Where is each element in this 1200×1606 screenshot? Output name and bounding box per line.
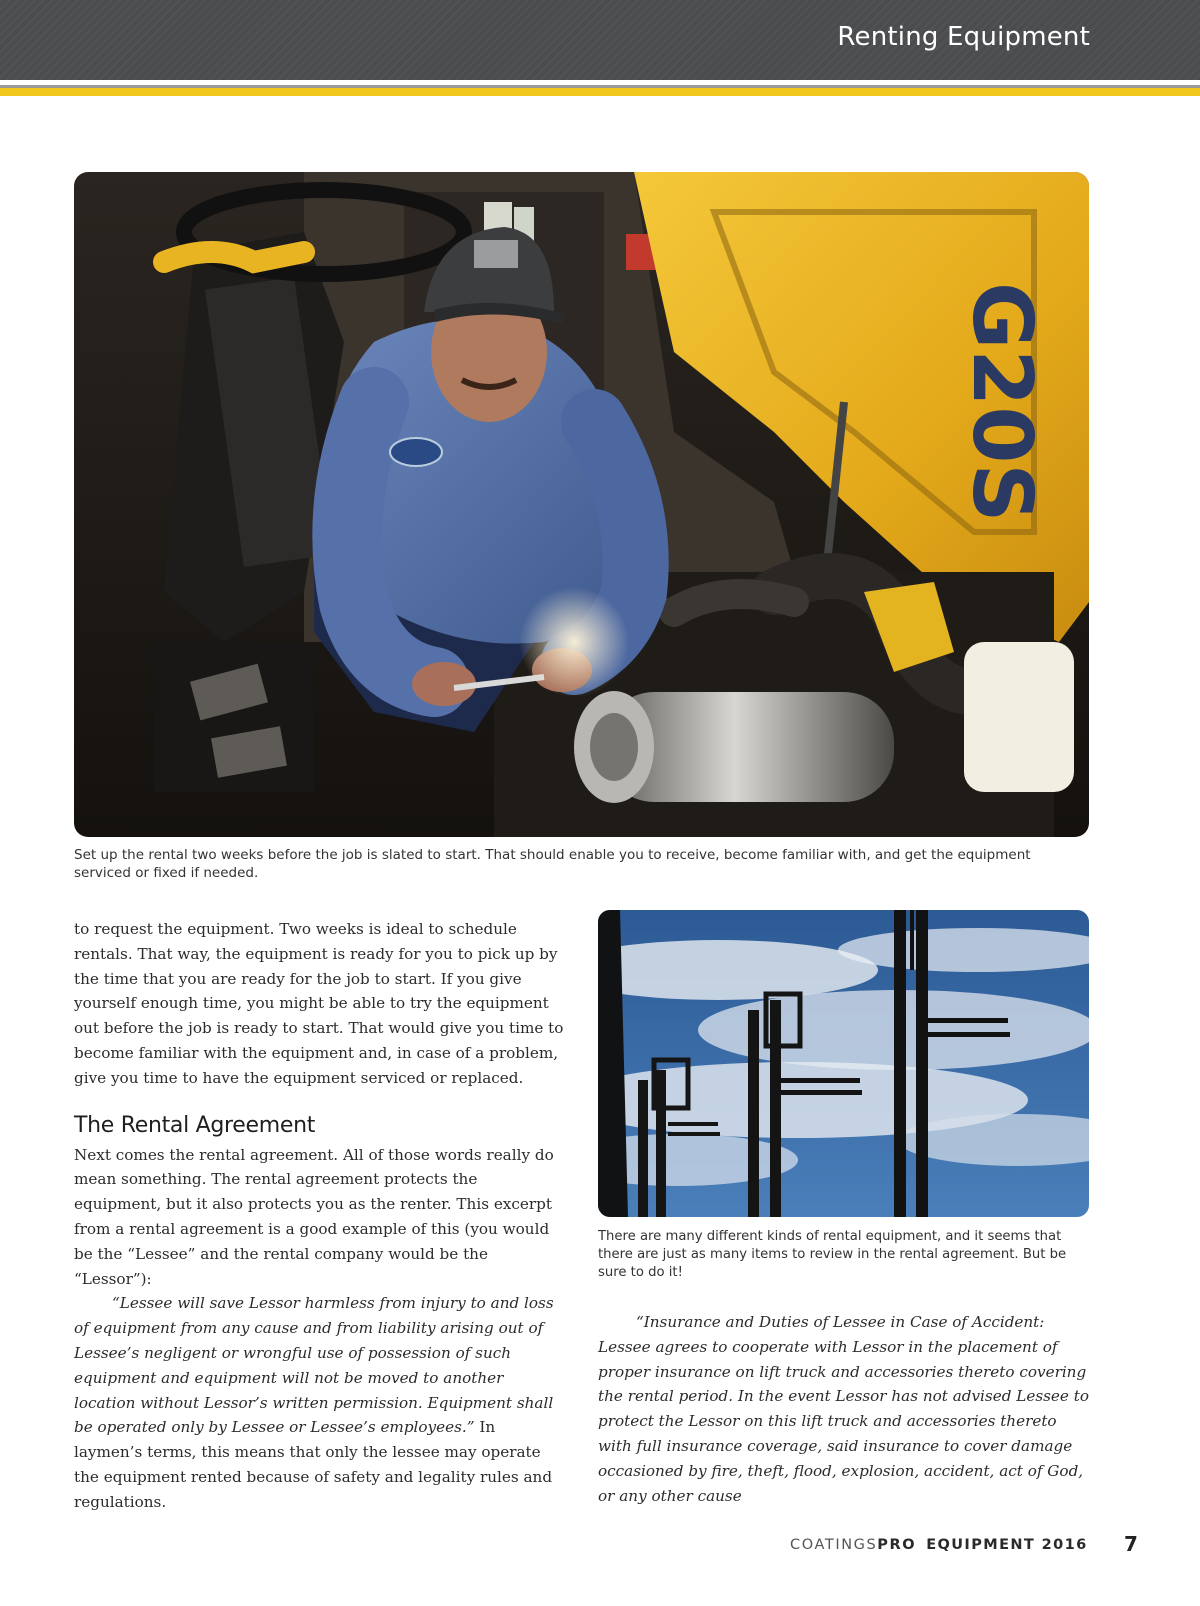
side-photo-caption: There are many different kinds of rental equipment, and it seems that there are just as many items to review in the rental agreement. But be sure to do it! [598, 1229, 1067, 1280]
section-title: Renting Equipment [837, 22, 1090, 52]
laymens-terms-explanation: In laymen’s terms, this means that only the lessee may operate the equipment rented because of safety and legality rules and regulations. [74, 1418, 553, 1511]
main-photo-caption: Set up the rental two weeks before the job is slated to start. That should enable you to receive, become familiar with, and get the equipment serviced or fixed if needed. [74, 847, 1031, 881]
insurance-duties-quote: “Insurance and Duties of Lessee in Case of Accident: Lessee agrees to cooperate with Lessor in the placement of proper insurance on lift truck and accessories thereto covering the rental period. In the event Lessor has not advised Lessee to protect the Lessor on this lift truck and accessories thereto with full insurance coverage, said insurance to cover damage occasioned by fire, theft, flood, explosion, accident, act of God, or any other cause [598, 1313, 1089, 1505]
section-heading-rental-agreement: The Rental Agreement [74, 1112, 316, 1138]
main-photo-illustration [74, 172, 1089, 837]
brand-coatings: COATINGS [790, 1537, 878, 1553]
main-photo-mechanic-forklift [74, 172, 1089, 837]
page-number: 7 [1124, 1532, 1138, 1556]
forklift-model-label: G20S [954, 282, 1049, 523]
header-divider-yellow [0, 88, 1200, 96]
side-photo-forklift-masts [598, 910, 1089, 1217]
issue-label: EQUIPMENT 2016 [926, 1537, 1088, 1553]
article-right-column [598, 1310, 1093, 1508]
article-left-column [74, 917, 566, 1515]
intro-paragraph: to request the equipment. Two weeks is ideal to schedule rentals. That way, the equipment is ready for you to pick up by the time that you are ready for the job to start. If you give yourself enough time, you might be able to try the equipment out before the job is ready to start. That would give you time to become familiar with the equipment and, in case of a problem, give you time to have the equipment serviced or replaced. [74, 920, 564, 1087]
header-band [0, 0, 1200, 80]
brand-pro: PRO [877, 1537, 917, 1553]
footer-magazine-brand [790, 1537, 1088, 1553]
side-photo-illustration [598, 910, 1089, 1217]
agreement-paragraph: Next comes the rental agreement. All of those words really do mean something. The rental agreement protects the equipment, but it also protects you as the renter. This excerpt from a rental agreement is a good example of this (you would be the “Lessee” and the rental company would be the “Lessor”): [74, 1145, 554, 1288]
lessee-quote-paragraph [74, 1291, 566, 1514]
lessee-liability-quote: “Lessee will save Lessor harmless from injury to and loss of equipment from any cause and from liability arising out of Lessee’s negligent or wrongful use of possession of such equipment and equipment will not be moved to another location without Lessor’s written permission. Equipment shall be operated only by Lessee or Lessee’s employees.” [74, 1294, 554, 1437]
